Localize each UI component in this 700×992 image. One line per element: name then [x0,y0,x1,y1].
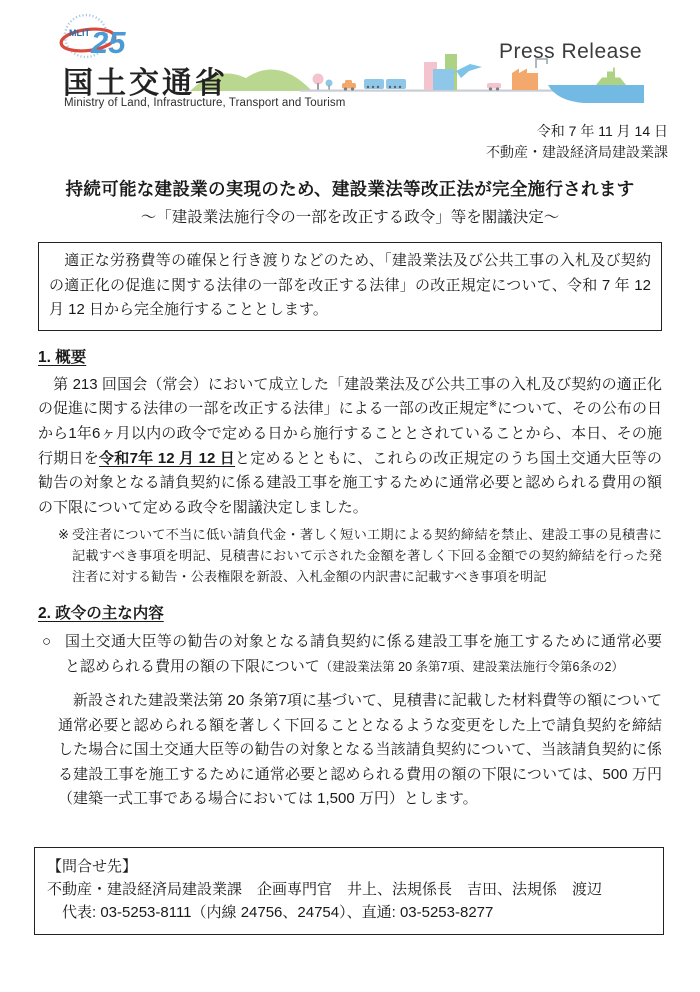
emblem-org-text: MLIT [69,28,90,38]
overview-paragraph: 第 213 回国会（常会）において成立した「建設業法及び公共工事の入札及び契約の適正化の促進に関する法律の一部を改正する法律」による一部の改正規定※について、その公布の日から1年6ヶ月以内の政令で定める日から施行することとされていることから、本日、その施行期日を令和7年 12 月 12 日と定めるとともに、これらの改正規定のうち国土交通大臣等の勧告の対象となる請負契約に係る建設工事を施工するために通常必要と認められる費用の額の下限について定める政令を閣議決定しました。 [38,375,662,516]
summary-box [38,242,662,331]
car-icon [487,83,501,91]
press-release-label: Press Release [498,40,642,63]
note-mark: ※ [58,527,70,543]
train-icon [364,79,406,89]
note-text: 受注者について不当に低い請負代金・著しく短い工期による契約締結を禁止、建設工事の見積書に記載すべき事項を明記、見積書において示された金額を著しく下回る金額での契約締結を行った発注者に対する勧告・公表権限を新設、入札金額の内訳書に記載すべき事項を明記 [72,527,662,584]
section-overview [38,331,662,587]
overview-note [58,525,662,587]
main-content-heading: 2. 政令の主な内容 [38,605,164,623]
reference-mark: ※ [488,399,498,411]
policy-item-text: 国土交通大臣等の勧告の対象となる請負契約に係る建設工事を施工するために通常必要と認められる費用の額の下限について（建設業法第 20 条第7項、建設業法施行令第6条の2） [65,633,662,676]
enforcement-date-emphasis: 令和7年 12 月 12 日 [99,449,236,467]
contact-staff-line: 不動産・建設経済局建設業課 企画専門官 井上、法規係長 吉田、法規係 渡辺 [47,881,603,899]
page-title: 持続可能な建設業の実現のため、建設業法等改正法が完全施行されます [65,179,635,199]
section-main-content [38,587,662,812]
policy-item [38,630,662,680]
legal-reference: （建設業法第 20 条第7項、建設業法施行令第6条の2） [319,660,624,675]
ministry-name-ja: 国土交通省 [63,67,228,100]
overview-heading: 1. 概要 [38,348,87,366]
car-icon [342,80,356,91]
summary-text: 適正な労務費等の確保と行き渡りなどのため、「建設業法及び公共工事の入札及び契約の適正化の促進に関する法律の一部を改正する法律」の改正規定について、令和 7 年 12 月 12 日から完全施行することとします。 [49,252,651,319]
contact-heading: 【問合せ先】 [47,857,138,875]
tree-icon [313,74,324,85]
page-subtitle: ～「建設業法施行令の一部を改正する政令」等を閣議決定～ [140,209,560,226]
emblem-25-text: 25 [91,25,126,60]
hill-icon [231,70,312,92]
contact-box [34,847,664,935]
building-icon [424,54,457,90]
ship-icon [596,68,626,86]
document-body [38,176,662,935]
contact-phone-line: 代表: 03-5253-8111（内線 24756、24754）、直通: 03-5253-8277 [62,904,494,922]
circle-list-marker: ○ [42,633,52,651]
header [0,0,700,120]
ministry-name-en: Ministry of Land, Infrastructure, Transport and Tourism [64,97,346,109]
main-content-paragraph: 新設された建設業法第 20 条第7項に基づいて、見積書に記載した材料費等の額について通常必要と認められる額を著しく下回ることとなるような変更をした上で請負契約を締結した場合に国土交通大臣等の勧告の対象となる当該請負契約について、当該請負契約に係る建設工事を施工するために通常必要と認められる費用の額の下限については、500 万円（建築一式工事である場合においては 1,500 万円）とします。 [58,691,662,808]
mlit-25th-anniversary-logo [56,11,126,65]
water-shape [548,85,644,103]
release-date: 令和 7 年 11 月 14 日 [536,123,668,139]
issuing-department: 不動産・建設経済局建設業課 [486,144,668,160]
document-meta [486,121,668,163]
